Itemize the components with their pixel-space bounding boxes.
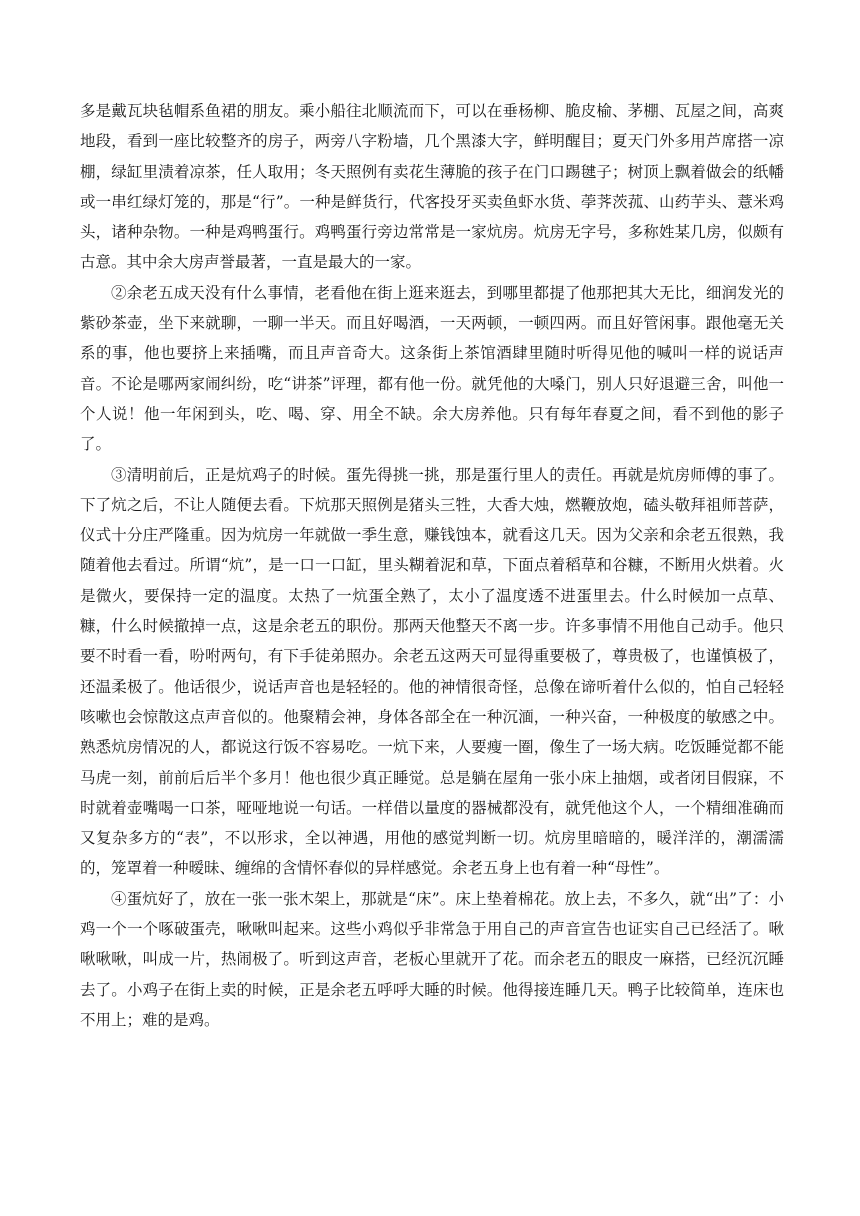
paragraph-continuation: 多是戴瓦块毡帽系鱼裙的朋友。乘小船往北顺流而下，可以在垂杨柳、脆皮榆、茅棚、瓦屋之间，高爽地段，看到一座比较整齐的房子，两旁八字粉墙，几个黑漆大字，鲜明醒目；夏天门外多用芦席搭一凉棚，绿缸里渍着凉茶，任人取用；冬天照例有卖花生薄脆的孩子在门口踢毽子；树顶上飘着做会的纸幡或一串红绿灯笼的，那是“行”。一种是鲜货行，代客投牙买卖鱼虾水货、荸荠茨菰、山药芋头、薏米鸡头，诸种杂物。一种是鸡鸭蛋行。鸡鸭蛋行旁边常常是一家炕房。炕房无字号，多称姓某几房，似颇有古意。其中余大房声誉最著，一直是最大的一家。 (80, 102, 784, 272)
paragraph-3: ③清明前后，正是炕鸡子的时候。蛋先得挑一挑，那是蛋行里人的责任。再就是炕房师傅的事了。下了炕之后，不让人随便去看。下炕那天照例是猪头三牲，大香大烛，燃鞭放炮，磕头敬拜祖师菩萨，仪式十分庄严隆重。因为炕房一年就做一季生意，赚钱蚀本，就看这几天。因为父亲和余老五很熟，我随着他去看过。所谓“炕”，是一口一口缸，里头糊着泥和草，下面点着稻草和谷糠，不断用火烘着。火是微火，要保持一定的温度。太热了一炕蛋全熟了，太小了温度透不进蛋里去。什么时候加一点草、糠，什么时候撤掉一点，这是余老五的职份。那两天他整天不离一步。许多事情不用他自己动手。他只要不时看一看，吩咐两句，有下手徒弟照办。余老五这两天可显得重要极了，尊贵极了，也谨慎极了，还温柔极了。他话很少，说话声音也是轻轻的。他的神情很奇怪，总像在谛听着什么似的，怕自己轻轻咳嗽也会惊散这点声音似的。他聚精会神，身体各部全在一种沉湎，一种兴奋，一种极度的敏感之中。熟悉炕房情况的人，都说这行饭不容易吃。一炕下来，人要瘦一圈，像生了一场大病。吃饭睡觉都不能马虎一刻，前前后后半个多月！他也很少真正睡觉。总是躺在屋角一张小床上抽烟，或者闭目假寐，不时就着壶嘴喝一口茶，哑哑地说一句话。一样借以量度的器械都没有，就凭他这个人，一个精细准确而又复杂多方的“表”，不以形求，全以神遇，用他的感觉判断一切。炕房里暗暗的，暖洋洋的，潮濡濡的，笼罩着一种暧昧、缠绵的含情怀春似的异样感觉。余老五身上也有着一种“母性”。 (80, 465, 784, 878)
document-body (80, 96, 784, 1035)
paragraph-4: ④蛋炕好了，放在一张一张木架上，那就是“床”。床上垫着棉花。放上去，不多久，就“出”了：小鸡一个一个啄破蛋壳，啾啾叫起来。这些小鸡似乎非常急于用自己的声音宣告也证实自己已经活了。啾啾啾啾，叫成一片，热闹极了。听到这声音，老板心里就开了花。而余老五的眼皮一麻搭，已经沉沉睡去了。小鸡子在街上卖的时候，正是余老五呼呼大睡的时候。他得接连睡几天。鸭子比较简单，连床也不用上；难的是鸡。 (80, 889, 784, 1029)
paragraph-2: ②余老五成天没有什么事情，老看他在街上逛来逛去，到哪里都提了他那把其大无比，细润发光的紫砂茶壶，坐下来就聊，一聊一半天。而且好喝酒，一天两顿，一顿四两。而且好管闲事。跟他毫无关系的事，他也要挤上来插嘴，而且声音奇大。这条街上茶馆酒肆里随时听得见他的喊叫一样的说话声音。不论是哪两家闹纠纷，吃“讲茶”评理，都有他一份。就凭他的大嗓门，别人只好退避三舍，叫他一个人说！他一年闲到头，吃、喝、穿、用全不缺。余大房养他。只有每年春夏之间，看不到他的影子了。 (80, 283, 784, 454)
